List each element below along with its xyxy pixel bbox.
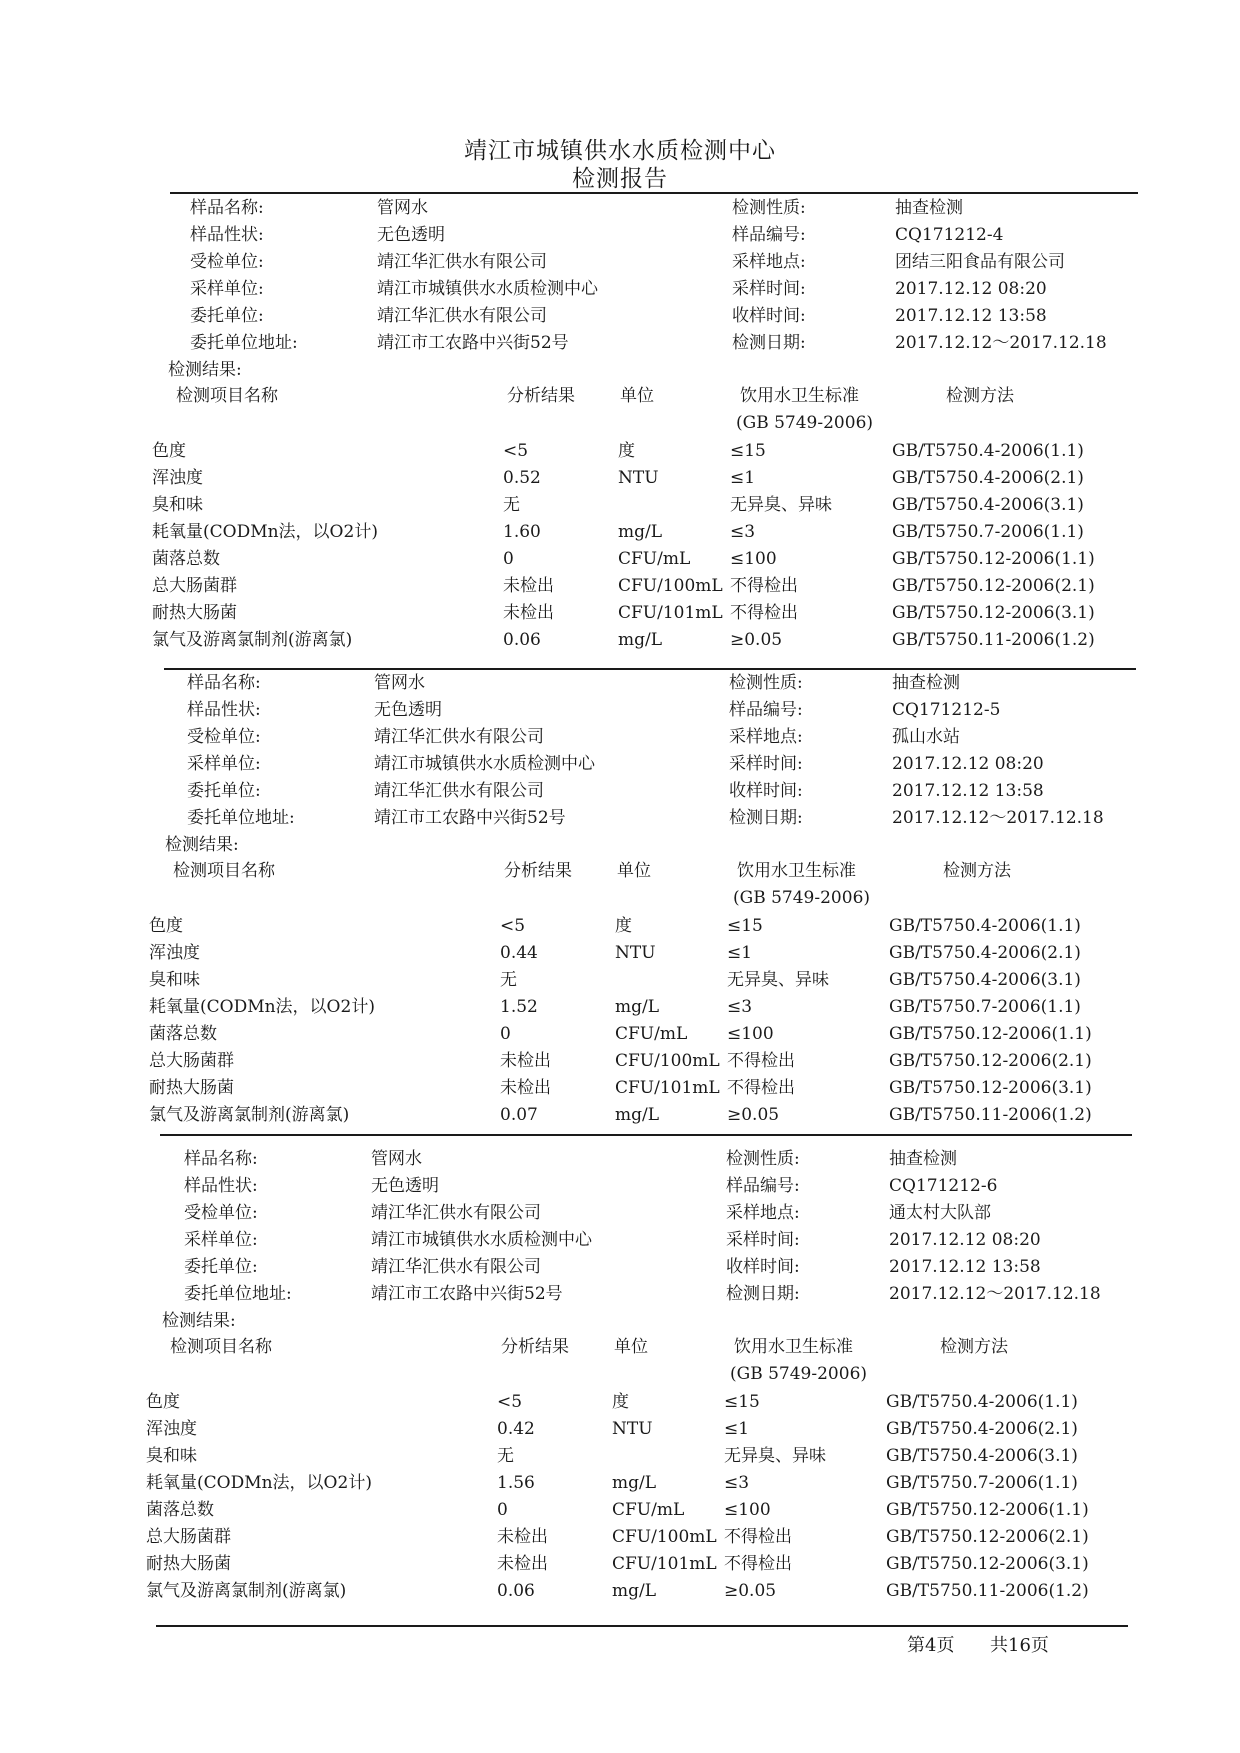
- cell-unit: CFU/mL: [612, 1500, 685, 1520]
- cell-method: GB/T5750.7-2006(1.1): [886, 1473, 1078, 1493]
- cell-method: GB/T5750.4-2006(2.1): [892, 468, 1084, 488]
- cell-item: 耐热大肠菌: [149, 1078, 234, 1098]
- cell-unit: mg/L: [618, 522, 663, 542]
- sampling-unit-label: 采样单位:: [187, 754, 261, 774]
- test-nature-value: 抽查检测: [895, 198, 963, 218]
- section-divider: [160, 1134, 1132, 1136]
- report-title: 靖江市城镇供水水质检测中心: [464, 138, 776, 164]
- cell-method: GB/T5750.4-2006(3.1): [892, 495, 1084, 515]
- sample-state-value: 无色透明: [371, 1176, 439, 1196]
- cell-result: 0: [503, 549, 514, 569]
- cell-method: GB/T5750.12-2006(3.1): [886, 1554, 1089, 1574]
- cell-result: 未检出: [497, 1554, 548, 1574]
- results-label: 检测结果:: [162, 1311, 236, 1331]
- test-nature-value: 抽查检测: [892, 673, 960, 693]
- client-address-label: 委托单位地址:: [184, 1284, 292, 1304]
- cell-standard: 不得检出: [730, 576, 798, 596]
- client-address-value: 靖江市工农路中兴街52号: [374, 808, 566, 828]
- results-label: 检测结果:: [165, 835, 239, 855]
- sample-no-label: 样品编号:: [732, 225, 806, 245]
- cell-method: GB/T5750.12-2006(3.1): [889, 1078, 1092, 1098]
- receive-time-label: 收样时间:: [726, 1257, 800, 1277]
- client-address-label: 委托单位地址:: [190, 333, 298, 353]
- client-address-value: 靖江市工农路中兴街52号: [371, 1284, 563, 1304]
- cell-unit: CFU/100mL: [615, 1051, 720, 1071]
- test-nature-label: 检测性质:: [726, 1149, 800, 1169]
- sample-no-label: 样品编号:: [726, 1176, 800, 1196]
- receive-time-value: 2017.12.12 13:58: [895, 306, 1047, 326]
- cell-standard: ≤3: [730, 522, 756, 542]
- cell-standard: ≤100: [730, 549, 777, 569]
- cell-result: 0.42: [497, 1419, 535, 1439]
- cell-standard: ≥0.05: [727, 1105, 780, 1125]
- cell-result: 0.06: [503, 630, 541, 650]
- cell-item: 菌落总数: [146, 1500, 214, 1520]
- col-header-unit: 单位: [620, 386, 654, 406]
- sampling-site-value: 团结三阳食品有限公司: [895, 252, 1065, 272]
- cell-method: GB/T5750.7-2006(1.1): [892, 522, 1084, 542]
- cell-item: 色度: [146, 1392, 180, 1412]
- cell-unit: CFU/101mL: [618, 603, 723, 623]
- cell-standard: ≤1: [727, 943, 753, 963]
- cell-item: 总大肠菌群: [146, 1527, 231, 1547]
- cell-unit: CFU/101mL: [612, 1554, 717, 1574]
- client-address-label: 委托单位地址:: [187, 808, 295, 828]
- cell-result: 0.52: [503, 468, 541, 488]
- cell-standard: ≤100: [727, 1024, 774, 1044]
- cell-standard: 不得检出: [724, 1554, 792, 1574]
- sample-no-label: 样品编号:: [729, 700, 803, 720]
- cell-method: GB/T5750.12-2006(3.1): [892, 603, 1095, 623]
- col-header-method: 检测方法: [943, 861, 1011, 881]
- inspected-unit-value: 靖江华汇供水有限公司: [371, 1203, 541, 1223]
- col-header-result: 分析结果: [507, 386, 575, 406]
- test-date-label: 检测日期:: [726, 1284, 800, 1304]
- sample-state-label: 样品性状:: [190, 225, 264, 245]
- cell-method: GB/T5750.7-2006(1.1): [889, 997, 1081, 1017]
- sampling-time-label: 采样时间:: [726, 1230, 800, 1250]
- cell-item: 臭和味: [149, 970, 200, 990]
- cell-item: 耗氧量(CODMn法，以O2计): [152, 522, 378, 542]
- client-unit-value: 靖江华汇供水有限公司: [377, 306, 547, 326]
- cell-method: GB/T5750.12-2006(1.1): [886, 1500, 1089, 1520]
- client-unit-label: 委托单位:: [187, 781, 261, 801]
- sample-no-value: CQ171212-6: [889, 1176, 998, 1196]
- cell-standard: 不得检出: [730, 603, 798, 623]
- cell-result: <5: [503, 441, 529, 461]
- section-divider: [164, 668, 1136, 670]
- cell-item: 总大肠菌群: [152, 576, 237, 596]
- test-nature-value: 抽查检测: [889, 1149, 957, 1169]
- sample-name-label: 样品名称:: [190, 198, 264, 218]
- cell-result: 未检出: [497, 1527, 548, 1547]
- cell-unit: CFU/101mL: [615, 1078, 720, 1098]
- col-header-standard-ref: (GB 5749-2006): [730, 1364, 868, 1384]
- cell-item: 菌落总数: [149, 1024, 217, 1044]
- cell-method: GB/T5750.11-2006(1.2): [886, 1581, 1089, 1601]
- cell-method: GB/T5750.4-2006(2.1): [886, 1419, 1078, 1439]
- cell-item: 臭和味: [146, 1446, 197, 1466]
- cell-item: 耗氧量(CODMn法，以O2计): [149, 997, 375, 1017]
- cell-standard: ≤15: [730, 441, 766, 461]
- sample-state-value: 无色透明: [374, 700, 442, 720]
- sampling-site-label: 采样地点:: [729, 727, 803, 747]
- col-header-result: 分析结果: [504, 861, 572, 881]
- client-unit-label: 委托单位:: [190, 306, 264, 326]
- cell-standard: ≤15: [724, 1392, 760, 1412]
- sampling-time-value: 2017.12.12 08:20: [895, 279, 1047, 299]
- cell-method: GB/T5750.12-2006(2.1): [886, 1527, 1089, 1547]
- cell-standard: ≥0.05: [730, 630, 783, 650]
- cell-item: 总大肠菌群: [149, 1051, 234, 1071]
- cell-unit: mg/L: [612, 1581, 657, 1601]
- cell-result: 0: [497, 1500, 508, 1520]
- cell-result: 0: [500, 1024, 511, 1044]
- inspected-unit-label: 受检单位:: [184, 1203, 258, 1223]
- cell-result: 0.44: [500, 943, 538, 963]
- cell-method: GB/T5750.11-2006(1.2): [892, 630, 1095, 650]
- cell-standard: 无异臭、异味: [724, 1446, 826, 1466]
- cell-standard: ≥0.05: [724, 1581, 777, 1601]
- receive-time-label: 收样时间:: [729, 781, 803, 801]
- cell-unit: mg/L: [615, 997, 660, 1017]
- cell-result: <5: [497, 1392, 523, 1412]
- top-divider: [170, 192, 1138, 194]
- sampling-site-label: 采样地点:: [726, 1203, 800, 1223]
- sample-name-value: 管网水: [377, 198, 428, 218]
- cell-result: 0.07: [500, 1105, 538, 1125]
- cell-method: GB/T5750.4-2006(3.1): [889, 970, 1081, 990]
- cell-item: 耐热大肠菌: [146, 1554, 231, 1574]
- sampling-site-value: 孤山水站: [892, 727, 960, 747]
- test-date-value: 2017.12.12～2017.12.18: [892, 808, 1104, 828]
- receive-time-value: 2017.12.12 13:58: [892, 781, 1044, 801]
- cell-method: GB/T5750.12-2006(2.1): [889, 1051, 1092, 1071]
- sampling-site-label: 采样地点:: [732, 252, 806, 272]
- sample-state-value: 无色透明: [377, 225, 445, 245]
- bottom-divider: [156, 1625, 1128, 1627]
- sampling-unit-label: 采样单位:: [190, 279, 264, 299]
- cell-standard: ≤3: [727, 997, 753, 1017]
- cell-method: GB/T5750.12-2006(1.1): [889, 1024, 1092, 1044]
- cell-method: GB/T5750.4-2006(2.1): [889, 943, 1081, 963]
- cell-result: 无: [500, 970, 517, 990]
- receive-time-label: 收样时间:: [732, 306, 806, 326]
- page-number: 第4页: [907, 1635, 955, 1656]
- cell-standard: ≤100: [724, 1500, 771, 1520]
- cell-unit: mg/L: [618, 630, 663, 650]
- cell-result: 无: [497, 1446, 514, 1466]
- col-header-standard: 饮用水卫生标准: [734, 1337, 853, 1357]
- cell-item: 菌落总数: [152, 549, 220, 569]
- cell-standard: ≤3: [724, 1473, 750, 1493]
- inspected-unit-value: 靖江华汇供水有限公司: [377, 252, 547, 272]
- cell-result: 未检出: [503, 576, 554, 596]
- test-date-label: 检测日期:: [729, 808, 803, 828]
- cell-method: GB/T5750.11-2006(1.2): [889, 1105, 1092, 1125]
- cell-standard: ≤1: [730, 468, 756, 488]
- cell-method: GB/T5750.4-2006(1.1): [892, 441, 1084, 461]
- cell-standard: 不得检出: [727, 1051, 795, 1071]
- cell-unit: NTU: [615, 943, 656, 963]
- report-subtitle: 检测报告: [572, 166, 668, 192]
- cell-unit: CFU/100mL: [612, 1527, 717, 1547]
- cell-item: 浑浊度: [149, 943, 200, 963]
- sampling-time-label: 采样时间:: [729, 754, 803, 774]
- col-header-standard-ref: (GB 5749-2006): [733, 888, 871, 908]
- results-label: 检测结果:: [168, 360, 242, 380]
- page-total: 共16页: [990, 1635, 1049, 1656]
- inspected-unit-label: 受检单位:: [187, 727, 261, 747]
- cell-result: 未检出: [500, 1051, 551, 1071]
- cell-unit: 度: [612, 1392, 629, 1412]
- cell-item: 氯气及游离氯制剂(游离氯): [152, 630, 353, 650]
- sample-state-label: 样品性状:: [187, 700, 261, 720]
- col-header-item: 检测项目名称: [176, 386, 278, 406]
- inspected-unit-label: 受检单位:: [190, 252, 264, 272]
- receive-time-value: 2017.12.12 13:58: [889, 1257, 1041, 1277]
- test-nature-label: 检测性质:: [732, 198, 806, 218]
- cell-method: GB/T5750.12-2006(1.1): [892, 549, 1095, 569]
- cell-unit: CFU/mL: [615, 1024, 688, 1044]
- client-unit-value: 靖江华汇供水有限公司: [371, 1257, 541, 1277]
- cell-standard: 不得检出: [724, 1527, 792, 1547]
- cell-item: 浑浊度: [146, 1419, 197, 1439]
- test-date-value: 2017.12.12～2017.12.18: [889, 1284, 1101, 1304]
- cell-standard: 不得检出: [727, 1078, 795, 1098]
- sample-section: [152, 198, 1240, 650]
- cell-result: 未检出: [503, 603, 554, 623]
- cell-result: 1.60: [503, 522, 541, 542]
- sample-state-label: 样品性状:: [184, 1176, 258, 1196]
- cell-method: GB/T5750.4-2006(1.1): [889, 916, 1081, 936]
- cell-unit: 度: [618, 441, 635, 461]
- col-header-result: 分析结果: [501, 1337, 569, 1357]
- cell-unit: mg/L: [612, 1473, 657, 1493]
- test-nature-label: 检测性质:: [729, 673, 803, 693]
- col-header-unit: 单位: [614, 1337, 648, 1357]
- client-address-value: 靖江市工农路中兴街52号: [377, 333, 569, 353]
- sampling-time-label: 采样时间:: [732, 279, 806, 299]
- cell-result: 无: [503, 495, 520, 515]
- col-header-unit: 单位: [617, 861, 651, 881]
- cell-item: 臭和味: [152, 495, 203, 515]
- sampling-unit-label: 采样单位:: [184, 1230, 258, 1250]
- cell-unit: mg/L: [615, 1105, 660, 1125]
- sample-no-value: CQ171212-4: [895, 225, 1004, 245]
- client-unit-value: 靖江华汇供水有限公司: [374, 781, 544, 801]
- col-header-method: 检测方法: [940, 1337, 1008, 1357]
- cell-item: 耐热大肠菌: [152, 603, 237, 623]
- cell-method: GB/T5750.4-2006(1.1): [886, 1392, 1078, 1412]
- col-header-method: 检测方法: [946, 386, 1014, 406]
- col-header-item: 检测项目名称: [173, 861, 275, 881]
- cell-standard: 无异臭、异味: [727, 970, 829, 990]
- col-header-standard: 饮用水卫生标准: [740, 386, 859, 406]
- cell-item: 氯气及游离氯制剂(游离氯): [146, 1581, 347, 1601]
- cell-unit: CFU/100mL: [618, 576, 723, 596]
- sample-section: [149, 673, 1240, 1125]
- test-date-value: 2017.12.12～2017.12.18: [895, 333, 1107, 353]
- client-unit-label: 委托单位:: [184, 1257, 258, 1277]
- cell-unit: 度: [615, 916, 632, 936]
- cell-unit: NTU: [612, 1419, 653, 1439]
- cell-result: <5: [500, 916, 526, 936]
- cell-standard: 无异臭、异味: [730, 495, 832, 515]
- sample-name-value: 管网水: [374, 673, 425, 693]
- cell-standard: ≤15: [727, 916, 763, 936]
- sampling-time-value: 2017.12.12 08:20: [892, 754, 1044, 774]
- cell-item: 氯气及游离氯制剂(游离氯): [149, 1105, 350, 1125]
- cell-result: 1.52: [500, 997, 538, 1017]
- cell-method: GB/T5750.12-2006(2.1): [892, 576, 1095, 596]
- cell-result: 0.06: [497, 1581, 535, 1601]
- col-header-standard-ref: (GB 5749-2006): [736, 413, 874, 433]
- sampling-time-value: 2017.12.12 08:20: [889, 1230, 1041, 1250]
- col-header-item: 检测项目名称: [170, 1337, 272, 1357]
- test-date-label: 检测日期:: [732, 333, 806, 353]
- cell-item: 浑浊度: [152, 468, 203, 488]
- cell-item: 色度: [152, 441, 186, 461]
- cell-unit: NTU: [618, 468, 659, 488]
- sampling-unit-value: 靖江市城镇供水水质检测中心: [371, 1230, 592, 1250]
- cell-item: 耗氧量(CODMn法，以O2计): [146, 1473, 372, 1493]
- col-header-standard: 饮用水卫生标准: [737, 861, 856, 881]
- inspected-unit-value: 靖江华汇供水有限公司: [374, 727, 544, 747]
- cell-method: GB/T5750.4-2006(3.1): [886, 1446, 1078, 1466]
- cell-result: 1.56: [497, 1473, 535, 1493]
- sample-name-label: 样品名称:: [187, 673, 261, 693]
- cell-result: 未检出: [500, 1078, 551, 1098]
- sample-name-label: 样品名称:: [184, 1149, 258, 1169]
- cell-item: 色度: [149, 916, 183, 936]
- sampling-unit-value: 靖江市城镇供水水质检测中心: [377, 279, 598, 299]
- sample-no-value: CQ171212-5: [892, 700, 1001, 720]
- sampling-unit-value: 靖江市城镇供水水质检测中心: [374, 754, 595, 774]
- sample-name-value: 管网水: [371, 1149, 422, 1169]
- cell-unit: CFU/mL: [618, 549, 691, 569]
- sampling-site-value: 通太村大队部: [889, 1203, 991, 1223]
- cell-standard: ≤1: [724, 1419, 750, 1439]
- sample-section: [146, 1149, 1240, 1601]
